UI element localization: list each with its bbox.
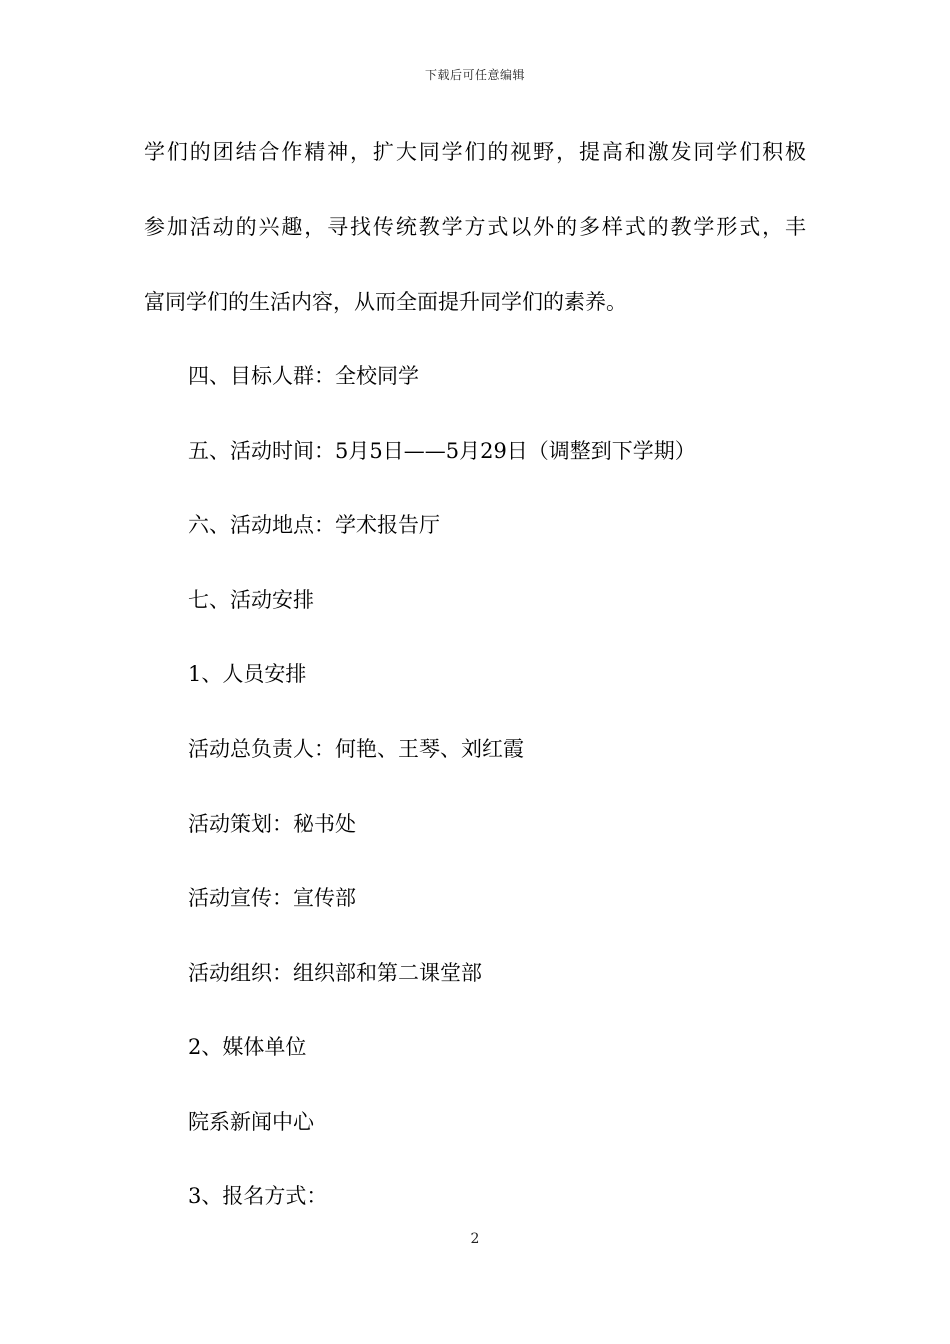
- page-number: 2: [470, 1231, 480, 1247]
- subsection-staff-arrangement: 1、人员安排: [188, 662, 307, 686]
- staff-planning: 活动策划：秘书处: [188, 812, 356, 836]
- section-activity-time: 五、活动时间：5月5日——5月29日（调整到下学期）: [188, 439, 696, 463]
- section-activity-arrangement: 七、活动安排: [188, 588, 314, 612]
- media-news-center: 院系新闻中心: [188, 1110, 314, 1134]
- section-target-audience: 四、目标人群：全校同学: [188, 364, 419, 388]
- paragraph-line-3: 富同学们的生活内容，从而全面提升同学们的素养。: [144, 290, 627, 314]
- subsection-registration-method: 3、报名方式：: [188, 1184, 328, 1208]
- staff-publicity: 活动宣传：宣传部: [188, 886, 356, 910]
- section-activity-location: 六、活动地点：学术报告厅: [188, 513, 440, 537]
- page-header: 下载后可任意编辑: [424, 68, 525, 82]
- staff-general-lead: 活动总负责人：何艳、王琴、刘红霞: [188, 737, 524, 761]
- paragraph-line-2: 参加活动的兴趣，寻找传统教学方式以外的多样式的教学形式，丰: [144, 215, 806, 239]
- paragraph-line-1: 学们的团结合作精神，扩大同学们的视野，提高和激发同学们积极: [144, 140, 806, 164]
- staff-organization: 活动组织：组织部和第二课堂部: [188, 961, 482, 985]
- subsection-media-units: 2、媒体单位: [188, 1035, 307, 1059]
